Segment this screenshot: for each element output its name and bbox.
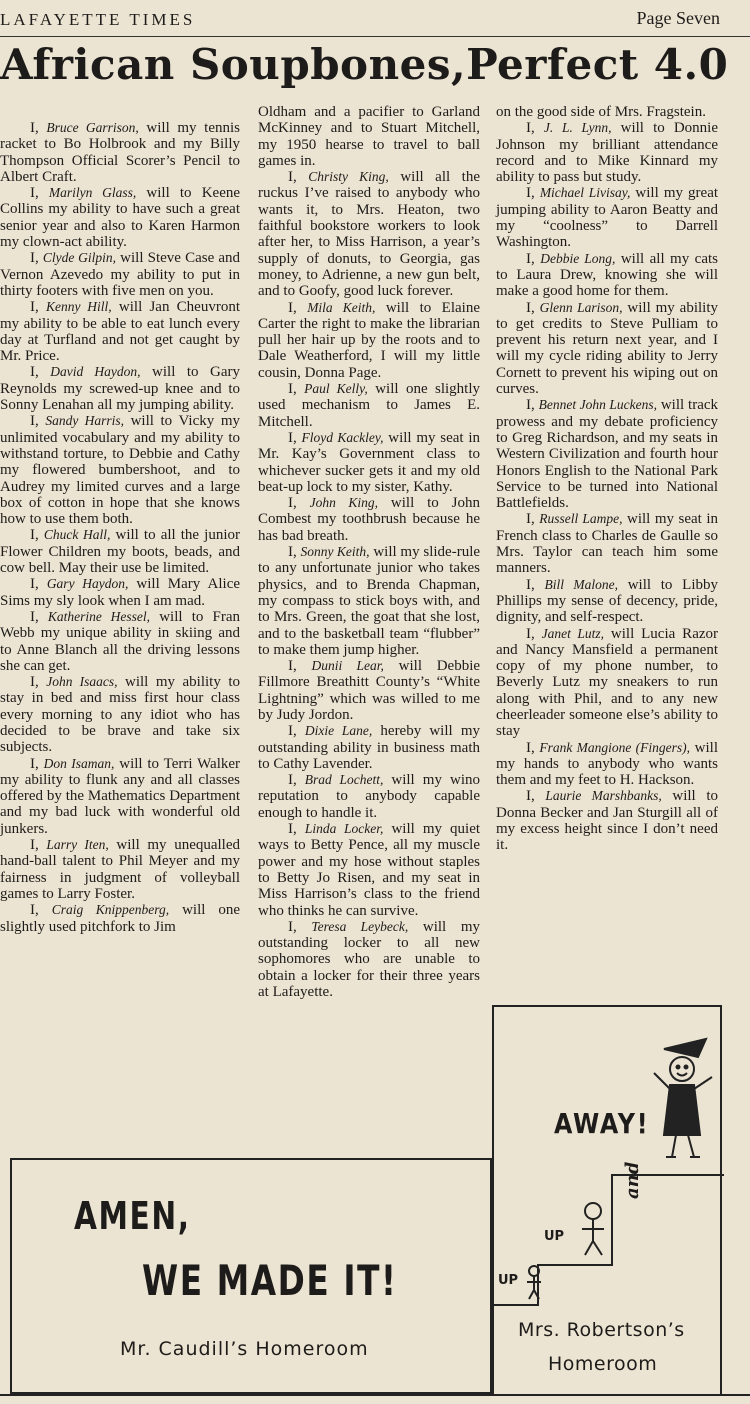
entry-prefix: I, xyxy=(288,658,297,675)
student-name: Michael Livisay, xyxy=(539,185,631,201)
will-entry xyxy=(258,430,480,495)
entry-prefix: I, xyxy=(30,527,39,544)
will-text: will my great jumping ability to Aaron Beatty and my “coolness” to Darrell Washington. xyxy=(496,185,719,251)
ad-homeroom-label: Homeroom xyxy=(548,1353,658,1375)
entry-prefix: I, xyxy=(30,120,39,136)
student-name: Bruce Garrison, xyxy=(46,120,139,135)
will-entry xyxy=(258,772,480,821)
will-text: will my outstanding locker to all new sophomores who are unable to obtain a locker for their three years at Lafayette. xyxy=(258,918,480,1001)
will-text: will to John Combest my toothbrush because he has bad breath. xyxy=(258,495,481,544)
ad-homeroom-caudill: Mr. Caudill’s Homeroom xyxy=(120,1338,369,1360)
will-entry xyxy=(258,821,480,919)
entry-prefix: I, xyxy=(526,120,535,137)
will-text: will my wino reputation to anybody capable enough to handle it. xyxy=(258,772,480,821)
will-entry xyxy=(258,544,480,658)
ad-homeroom-robertson: Mrs. Robertson’s xyxy=(518,1319,685,1341)
article-column-1 xyxy=(0,120,240,935)
page-bottom-rule xyxy=(0,1394,750,1396)
entry-prefix: I, xyxy=(30,902,39,919)
student-name: Floyd Kackley, xyxy=(301,429,384,445)
will-text: will my seat in French class to Charles de Gaulle so Mrs. Taylor can teach him some manners. xyxy=(496,511,718,577)
will-text: will to Elaine Carter the right to make the librarian pull her hair up by the roots and to Dale Weatherford, I will my little cousin, Donna Page. xyxy=(258,299,480,381)
will-entry xyxy=(0,299,240,364)
will-entry xyxy=(0,609,240,674)
ad-caudill-homeroom xyxy=(10,1158,492,1394)
will-text: will Steve Case and Vernon Azevedo my ability to put in thirty footers with five men on you. xyxy=(0,250,241,299)
entry-prefix: I, xyxy=(526,299,535,316)
ad-step-up-lower: UP xyxy=(498,1273,519,1288)
student-name: Larry Iten, xyxy=(46,837,109,853)
student-name: Russell Lampe, xyxy=(539,511,623,527)
ad-line-and: and xyxy=(622,1161,643,1199)
headline: African Soupbones,Perfect 4.0 xyxy=(0,40,729,89)
will-text: will my tennis racket to Bo Holbrook and my Billy Thompson Official Scorer’s Pencil to Albert Craft. xyxy=(0,120,241,185)
will-entry xyxy=(496,626,718,740)
entry-prefix: I, xyxy=(526,788,535,805)
will-text: will one slightly used mechanism to James E. Mitchell. xyxy=(258,381,481,430)
will-entry xyxy=(496,397,718,511)
student-name: David Haydon, xyxy=(50,364,141,380)
paper-name: LAFAYETTE TIMES xyxy=(0,10,196,29)
student-name: Debbie Long, xyxy=(540,250,616,266)
will-entry xyxy=(0,185,240,250)
will-text: on the good side of Mrs. Fragstein. xyxy=(496,104,706,120)
entry-prefix: I, xyxy=(30,755,39,772)
will-text: will Lucia Razor and Nancy Mansfield a permanent copy of my phone number, to Beverly Lutz my sneakers to run along with Phil, and to any new cheerleader someone else’s ability to stay xyxy=(496,625,718,740)
ad-line-away: AWAY! xyxy=(554,1107,650,1140)
ad-line-amen: AMEN, xyxy=(74,1194,191,1238)
entry-prefix: I, xyxy=(30,608,39,625)
student-name: Frank Mangione (Fingers), xyxy=(539,739,691,755)
will-text: will to Terri Walker my ability to flunk any and all classes offered by the Mathematics Department and my bad luck with wonderful old junkers. xyxy=(0,755,241,837)
will-entry xyxy=(496,740,718,789)
will-entry xyxy=(258,381,480,430)
will-text: will Debbie Fillmore Breathitt County’s “White Lightning” which was willed to me by Judy Jordon. xyxy=(258,658,481,723)
ad-line-we-made-it: WE MADE IT! xyxy=(142,1256,398,1305)
will-entry xyxy=(258,300,480,381)
entry-prefix: I, xyxy=(526,185,535,202)
entry-prefix: I, xyxy=(288,918,297,935)
will-entry xyxy=(496,251,718,300)
entry-prefix: I, xyxy=(526,397,535,414)
graduate-figure-icon xyxy=(654,1039,712,1157)
student-name: John King, xyxy=(309,495,379,511)
will-text: will Jan Cheuvront my ability to be able to eat lunch every day at Turfland and not get caught by Mr. Price. xyxy=(0,299,240,365)
will-text: will to Gary Reynolds my screwed-up knee and to Sonny Lenahan all my jumping ability. xyxy=(0,364,241,414)
will-entry xyxy=(0,527,240,576)
will-text: will to all the junior Flower Children my boots, beads, and cow bell. May their use be limited. xyxy=(0,527,241,577)
will-text: will Mary Alice Sims my sly look when I am mad. xyxy=(0,576,241,609)
will-entry xyxy=(258,169,480,299)
entry-prefix: I, xyxy=(30,185,39,202)
student-name: Laurie Marshbanks, xyxy=(545,788,662,804)
entry-prefix: I, xyxy=(288,821,297,838)
will-entry-continued xyxy=(258,104,480,169)
will-entry xyxy=(0,902,240,935)
student-name: John Isaacs, xyxy=(46,674,118,690)
student-name: Marilyn Glass, xyxy=(48,185,137,201)
entry-prefix: I, xyxy=(30,674,39,691)
page-number: Page Seven xyxy=(636,8,720,28)
student-name: Paul Kelly, xyxy=(304,381,368,397)
entry-prefix: I, xyxy=(30,250,39,267)
student-name: Linda Locker, xyxy=(304,821,384,837)
will-text: will to Donnie Johnson my brilliant attendance record and to Mike Kinnard my ability to pass but study. xyxy=(496,120,718,186)
student-name: Bennet John Luckens, xyxy=(538,397,657,413)
will-entry xyxy=(0,837,240,902)
will-text: will my ability to get credits to Steve Pulliam to prevent his return next year, and I will my cycle riding ability to Jerry Cornett to prevent his wiping out on curves. xyxy=(496,299,719,398)
will-text: will my slide-rule to any unfortunate junior who takes physics, and to Brenda Chapman, my compass to stick boys with, and to Mrs. Green, the goat that she lost, and to the basketball team “flubber” to make them jump higher. xyxy=(258,544,481,658)
will-text: will my ability to stay in bed and miss first hour class every morning to any idiot who has decided to be brave and take six subjects. xyxy=(0,674,240,756)
masthead xyxy=(0,0,750,37)
student-name: Craig Knippenberg, xyxy=(51,902,170,918)
will-entry xyxy=(0,756,240,837)
entry-prefix: I, xyxy=(30,364,39,381)
student-name: Gary Haydon, xyxy=(46,576,129,592)
student-name: Teresa Leybeck, xyxy=(311,918,409,934)
will-text: hereby will my outstanding ability in business math to Cathy Lavender. xyxy=(258,723,480,772)
will-entry xyxy=(0,576,240,609)
entry-prefix: I, xyxy=(288,381,297,398)
student-name: Mila Keith, xyxy=(307,299,376,315)
entry-prefix: I, xyxy=(526,511,535,528)
will-text: will to Fran Webb my unique ability in skiing and to Anne Blanch all the driving lessons she can get. xyxy=(0,608,241,674)
will-text: will my unequalled hand-ball talent to Phil Meyer and my fairness in judgment of volleyball games to Larry Foster. xyxy=(0,837,241,902)
will-entry xyxy=(0,674,240,755)
will-text: will to Libby Phillips my sense of decency, pride, dignity, and self-respect. xyxy=(496,576,718,626)
will-text: will all my cats to Laura Drew, knowing she will make a good home for them. xyxy=(496,250,718,300)
will-entry xyxy=(0,120,240,185)
entry-prefix: I, xyxy=(288,169,297,186)
entry-prefix: I, xyxy=(30,299,39,316)
will-entry xyxy=(496,120,718,185)
entry-prefix: I, xyxy=(288,772,297,789)
entry-prefix: I, xyxy=(288,723,297,740)
will-entry xyxy=(496,577,718,626)
student-name: Brad Lochett, xyxy=(304,772,384,788)
student-name: Christy King, xyxy=(308,169,389,185)
student-name: Katherine Hessel, xyxy=(47,608,151,624)
will-text: will to Keene Collins my ability to have such a great senior year and also to Karen Harmon my clown-act ability. xyxy=(0,185,241,251)
student-name: Kenny Hill, xyxy=(45,299,112,315)
student-name: Don Isaman, xyxy=(43,755,115,771)
student-name: Clyde Gilpin, xyxy=(42,250,117,266)
will-text: will my quiet ways to Betty Pence, all my muscle power and my hose without staples to Betty Jo Risen, and my seat in Miss Harrison’s class to the friend who thinks he can survive. xyxy=(258,821,481,919)
will-entry-continued xyxy=(496,104,718,120)
student-name: Sonny Keith, xyxy=(300,544,370,560)
ad-step-up-upper: UP xyxy=(544,1229,565,1244)
will-entry xyxy=(496,185,718,250)
entry-prefix: I, xyxy=(288,495,297,512)
student-name: Dunii Lear, xyxy=(311,658,384,674)
student-name: Glenn Larison, xyxy=(539,299,623,315)
stick-figure-middle-icon xyxy=(582,1203,604,1255)
entry-prefix: I, xyxy=(30,837,39,854)
will-entry xyxy=(258,919,480,1000)
student-name: Chuck Hall, xyxy=(43,527,111,543)
will-text: will to Donna Becker and Jan Sturgill all of my excess height since I don’t need it. xyxy=(496,788,718,854)
will-entry xyxy=(258,723,480,772)
will-entry xyxy=(0,364,240,413)
will-entry xyxy=(258,495,480,544)
will-text: will one slightly used pitchfork to Jim xyxy=(0,902,240,935)
entry-prefix: I, xyxy=(526,625,535,642)
student-name: Janet Lutz, xyxy=(541,625,605,641)
will-text: will my hands to anybody who wants them and my feet to H. Hackson. xyxy=(496,739,718,789)
will-text: will my seat in Mr. Kay’s Government class to whichever sucker gets it and my old beat-up lock to my sister, Kathy. xyxy=(258,429,481,495)
entry-prefix: I, xyxy=(288,429,297,446)
entry-prefix: I, xyxy=(526,250,535,267)
will-entry xyxy=(496,511,718,576)
entry-prefix: I, xyxy=(30,413,39,430)
will-text: Oldham and a pacifier to Garland McKinney and to Stuart Mitchell, my 1950 hearse to travel to ball games in. xyxy=(258,104,480,169)
student-name: J. L. Lynn, xyxy=(543,120,612,136)
student-name: Sandy Harris, xyxy=(45,413,124,429)
entry-prefix: I, xyxy=(288,299,297,316)
entry-prefix: I, xyxy=(288,544,297,561)
will-entry xyxy=(496,788,718,853)
entry-prefix: I, xyxy=(526,739,535,756)
will-entry xyxy=(496,300,718,398)
will-text: will to Vicky my unlimited vocabulary and my ability to withstand torture, to Debbie and Cathy my flowered bumbershoot, and to Audrey my limited curves and a large box of cotton in hope that she knows how to use them both. xyxy=(0,413,241,528)
article-column-3 xyxy=(496,104,718,854)
will-entry xyxy=(0,250,240,299)
ad-robertson-homeroom xyxy=(492,1005,722,1394)
will-text: will all the ruckus I’ve raised to anybody who wants it, to Mrs. Heaton, two faithful bookstore workers to look after her, to Miss Harrison, a year’s supply of donuts, to Georgia, gas money, to Adrienne, a new gun belt, and to Goofy, good luck forever. xyxy=(258,169,480,300)
will-entry xyxy=(0,413,240,527)
student-name: Dixie Lane, xyxy=(304,723,373,739)
stairs-outline xyxy=(494,1175,724,1305)
will-entry xyxy=(258,658,480,723)
student-name: Bill Malone, xyxy=(544,576,618,592)
entry-prefix: I, xyxy=(526,576,535,593)
article-column-2 xyxy=(258,104,480,1000)
entry-prefix: I, xyxy=(30,576,39,593)
will-text: will track prowess and my debate proficiency to Greg Richardson, and my seats in Western Civilization and fourth hour Honors English to the National Park Service to be turned into National Battlefields. xyxy=(496,397,719,512)
